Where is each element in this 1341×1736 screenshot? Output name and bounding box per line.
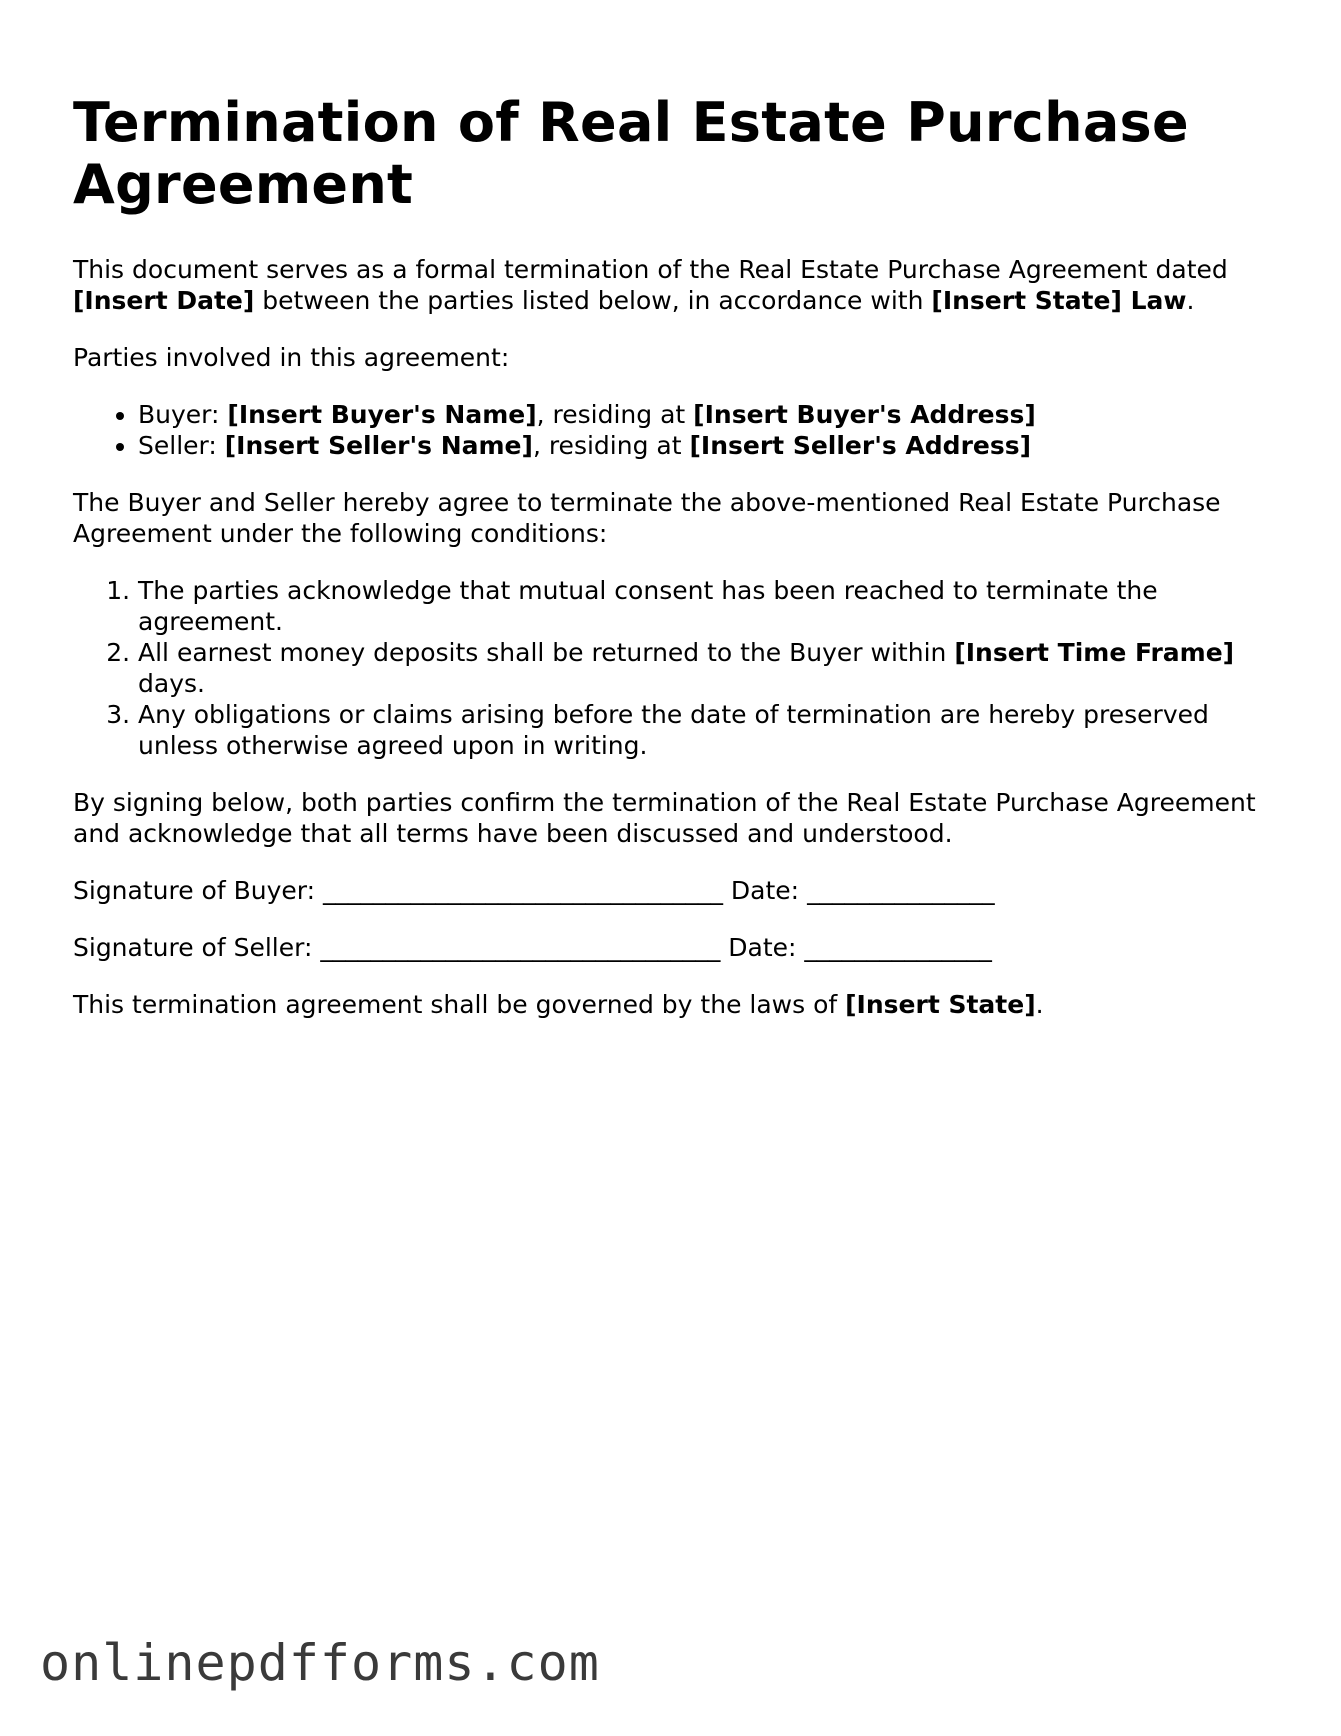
buyer-signature-field[interactable]: ________________________________ bbox=[322, 876, 723, 905]
seller-role-label: Seller: bbox=[138, 431, 225, 460]
confirmation-paragraph: By signing below, both parties confirm the termination of the Real Estate Purchase Agreement and acknowledge that all terms have been discussed and understood. bbox=[73, 788, 1256, 848]
condition-2-text-1: All earnest money deposits shall be returned to the Buyer within bbox=[138, 638, 955, 667]
parties-heading: Parties involved in this agreement: bbox=[73, 343, 510, 372]
seller-address-placeholder: [Insert Seller's Address] bbox=[689, 431, 1032, 460]
governing-state-placeholder: [Insert State] bbox=[845, 990, 1036, 1019]
buyer-date-field[interactable]: _______________ bbox=[807, 876, 995, 905]
party-seller bbox=[138, 430, 1273, 461]
seller-name-placeholder: [Insert Seller's Name] bbox=[224, 431, 533, 460]
conditions-list bbox=[73, 575, 1273, 761]
buyer-signature-label: Signature of Buyer: bbox=[73, 876, 323, 905]
intro-paragraph bbox=[73, 254, 1273, 316]
time-frame-placeholder: [Insert Time Frame] bbox=[954, 638, 1235, 667]
condition-item-3: 3. Any obligations or claims arising before the date of termination are hereby preserved unless otherwise agreed upon in writing. bbox=[138, 699, 1273, 761]
document-page bbox=[73, 92, 1273, 1046]
condition-2-text-2: days. bbox=[138, 669, 205, 698]
buyer-name-placeholder: [Insert Buyer's Name] bbox=[227, 400, 537, 429]
seller-date-field[interactable]: _______________ bbox=[804, 933, 992, 962]
state-law-placeholder: [Insert State] Law bbox=[931, 286, 1187, 315]
parties-list bbox=[73, 399, 1273, 461]
date-placeholder: [Insert Date] bbox=[73, 286, 255, 315]
seller-signature-label: Signature of Seller: bbox=[73, 933, 321, 962]
seller-residing-text: , residing at bbox=[532, 431, 690, 460]
condition-item-2 bbox=[138, 637, 1273, 699]
condition-item-1: 1. The parties acknowledge that mutual consent has been reached to terminate the agreement. bbox=[138, 575, 1273, 637]
conditions-intro: The Buyer and Seller hereby agree to terminate the above-mentioned Real Estate Purchase Agreement under the following conditions: bbox=[73, 488, 1221, 548]
intro-text-1: This document serves as a formal termination of the Real Estate Purchase Agreement dated bbox=[73, 255, 1228, 284]
seller-signature-field[interactable]: ________________________________ bbox=[320, 933, 721, 962]
intro-text-2: between the parties listed below, in accordance with bbox=[254, 286, 932, 315]
buyer-address-placeholder: [Insert Buyer's Address] bbox=[693, 400, 1036, 429]
governing-text-2: . bbox=[1035, 990, 1044, 1019]
buyer-date-label: Date: bbox=[722, 876, 808, 905]
governing-law-paragraph bbox=[73, 989, 1273, 1020]
party-buyer bbox=[138, 399, 1273, 430]
buyer-role-label: Buyer: bbox=[138, 400, 228, 429]
document-title: Termination of Real Estate Purchase Agreement bbox=[73, 91, 1189, 216]
intro-text-3: . bbox=[1186, 286, 1195, 315]
seller-signature-line bbox=[73, 932, 1273, 963]
site-watermark: onlinepdfforms.com bbox=[40, 1634, 600, 1692]
buyer-residing-text: , residing at bbox=[536, 400, 694, 429]
governing-text-1: This termination agreement shall be governed by the laws of bbox=[73, 990, 846, 1019]
buyer-signature-line bbox=[73, 875, 1273, 906]
seller-date-label: Date: bbox=[720, 933, 805, 962]
